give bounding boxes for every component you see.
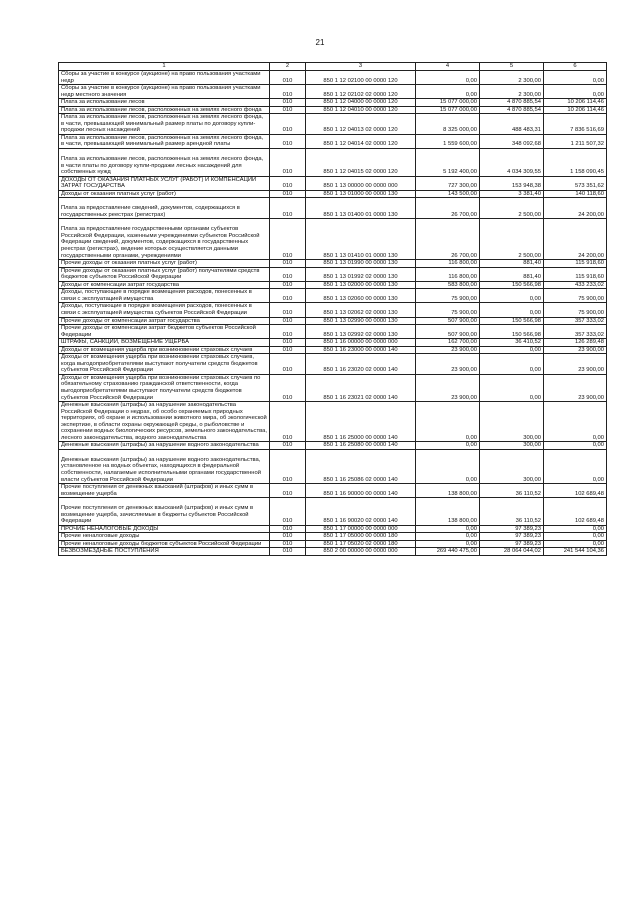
row-executed-amount-cell: 97 389,23 bbox=[480, 525, 544, 533]
row-line-code-cell: 010 bbox=[270, 106, 306, 114]
row-executed-amount-cell: 300,00 bbox=[480, 402, 544, 442]
row-executed-amount-cell: 488 483,31 bbox=[480, 114, 544, 135]
row-line-code-cell: 010 bbox=[270, 548, 306, 556]
table-row bbox=[59, 498, 607, 526]
row-approved-amount-cell: 1 559 600,00 bbox=[416, 134, 480, 148]
table-row bbox=[59, 346, 607, 354]
row-executed-amount-cell: 0,00 bbox=[480, 289, 544, 303]
table-row bbox=[59, 106, 607, 114]
row-executed-amount-cell: 36 110,52 bbox=[480, 498, 544, 526]
column-header: 6 bbox=[544, 63, 607, 71]
row-unexecuted-amount-cell: 24 200,00 bbox=[544, 219, 607, 260]
row-budget-code-cell: 850 1 13 02990 00 0000 130 bbox=[306, 317, 416, 325]
row-approved-amount-cell: 0,00 bbox=[416, 525, 480, 533]
row-name-cell: Доходы от возмещения ущерба при возникновении страховых случаев по обязательному страхованию гражданской ответственности, когда выгодоприобретателями выступают получатели средств бюджетов субъектов Российской Федерации bbox=[59, 374, 270, 401]
table-row bbox=[59, 374, 607, 401]
row-line-code-cell: 010 bbox=[270, 71, 306, 85]
row-unexecuted-amount-cell: 140 118,60 bbox=[544, 190, 607, 198]
table-row bbox=[59, 281, 607, 289]
row-executed-amount-cell: 150 566,98 bbox=[480, 317, 544, 325]
row-line-code-cell: 010 bbox=[270, 525, 306, 533]
row-budget-code-cell: 850 1 16 25080 00 0000 140 bbox=[306, 442, 416, 450]
row-executed-amount-cell: 150 566,98 bbox=[480, 281, 544, 289]
row-budget-code-cell: 850 1 17 00000 00 0000 000 bbox=[306, 525, 416, 533]
row-line-code-cell: 010 bbox=[270, 176, 306, 190]
row-approved-amount-cell: 583 800,00 bbox=[416, 281, 480, 289]
row-name-cell: Прочие неналоговые доходы bbox=[59, 533, 270, 541]
row-approved-amount-cell: 0,00 bbox=[416, 540, 480, 548]
row-approved-amount-cell: 0,00 bbox=[416, 402, 480, 442]
table-row bbox=[59, 85, 607, 99]
row-budget-code-cell: 850 1 13 01990 00 0000 130 bbox=[306, 260, 416, 268]
row-budget-code-cell: 850 1 17 05000 00 0000 180 bbox=[306, 533, 416, 541]
row-budget-code-cell: 850 1 13 01000 00 0000 130 bbox=[306, 190, 416, 198]
row-approved-amount-cell: 269 440 475,00 bbox=[416, 548, 480, 556]
row-unexecuted-amount-cell: 241 544 104,36 bbox=[544, 548, 607, 556]
row-line-code-cell: 010 bbox=[270, 190, 306, 198]
row-budget-code-cell: 850 1 12 04015 02 0000 120 bbox=[306, 149, 416, 177]
row-executed-amount-cell: 97 389,23 bbox=[480, 533, 544, 541]
row-unexecuted-amount-cell: 0,00 bbox=[544, 402, 607, 442]
row-approved-amount-cell: 15 077 000,00 bbox=[416, 106, 480, 114]
row-name-cell: Плата за предоставление государственными органами субъектов Российской Федерации, казенными учреждениями субъектов Российской Федерации сведений, документов, содержащихся в государственных реестрах (регистрах), ведение которых осуществляется данными государственными органами, учреждениями bbox=[59, 219, 270, 260]
row-line-code-cell: 010 bbox=[270, 114, 306, 135]
row-unexecuted-amount-cell: 0,00 bbox=[544, 533, 607, 541]
row-name-cell: Прочие доходы от компенсации затрат государства bbox=[59, 317, 270, 325]
row-executed-amount-cell: 36 110,52 bbox=[480, 484, 544, 498]
table-row bbox=[59, 548, 607, 556]
row-unexecuted-amount-cell: 102 689,48 bbox=[544, 498, 607, 526]
table-row bbox=[59, 540, 607, 548]
row-name-cell: Доходы от возмещения ущерба при возникновении страховых случаев, когда выгодоприобретателями выступают получатели средств бюджетов субъектов Российской Федерации bbox=[59, 354, 270, 375]
row-executed-amount-cell: 97 389,23 bbox=[480, 540, 544, 548]
row-approved-amount-cell: 23 900,00 bbox=[416, 374, 480, 401]
row-approved-amount-cell: 143 500,00 bbox=[416, 190, 480, 198]
table-row bbox=[59, 190, 607, 198]
table-row bbox=[59, 402, 607, 442]
row-unexecuted-amount-cell: 0,00 bbox=[544, 540, 607, 548]
row-name-cell: Плата за использование лесов, расположенных на землях лесного фонда, в части, превышающей минимальный размер платы по договору купли-продажи лесных насаждений bbox=[59, 114, 270, 135]
row-unexecuted-amount-cell: 573 351,62 bbox=[544, 176, 607, 190]
row-unexecuted-amount-cell: 10 206 114,46 bbox=[544, 99, 607, 107]
row-line-code-cell: 010 bbox=[270, 198, 306, 219]
row-executed-amount-cell: 0,00 bbox=[480, 354, 544, 375]
row-name-cell: Плата за использование лесов, расположенных на землях лесного фонда bbox=[59, 106, 270, 114]
row-executed-amount-cell: 348 092,68 bbox=[480, 134, 544, 148]
row-line-code-cell: 010 bbox=[270, 402, 306, 442]
column-header: 3 bbox=[306, 63, 416, 71]
table-row bbox=[59, 134, 607, 148]
row-budget-code-cell: 850 1 13 02000 00 0000 130 bbox=[306, 281, 416, 289]
row-executed-amount-cell: 2 500,00 bbox=[480, 219, 544, 260]
revenue-report-table bbox=[58, 62, 607, 556]
row-line-code-cell: 010 bbox=[270, 267, 306, 281]
row-approved-amount-cell: 26 700,00 bbox=[416, 198, 480, 219]
row-approved-amount-cell: 23 900,00 bbox=[416, 354, 480, 375]
row-budget-code-cell: 850 1 13 02060 00 0000 130 bbox=[306, 289, 416, 303]
row-line-code-cell: 010 bbox=[270, 289, 306, 303]
row-budget-code-cell: 850 1 17 05020 02 0000 180 bbox=[306, 540, 416, 548]
row-line-code-cell: 010 bbox=[270, 540, 306, 548]
row-line-code-cell: 010 bbox=[270, 219, 306, 260]
row-unexecuted-amount-cell: 115 918,60 bbox=[544, 260, 607, 268]
row-executed-amount-cell: 3 381,40 bbox=[480, 190, 544, 198]
row-line-code-cell: 010 bbox=[270, 317, 306, 325]
row-approved-amount-cell: 8 325 000,00 bbox=[416, 114, 480, 135]
row-name-cell: Прочие неналоговые доходы бюджетов субъектов Российской Федерации bbox=[59, 540, 270, 548]
row-name-cell: Плата за использование лесов bbox=[59, 99, 270, 107]
row-approved-amount-cell: 0,00 bbox=[416, 85, 480, 99]
row-line-code-cell: 010 bbox=[270, 484, 306, 498]
column-header: 1 bbox=[59, 63, 270, 71]
table-row bbox=[59, 198, 607, 219]
row-unexecuted-amount-cell: 433 233,02 bbox=[544, 281, 607, 289]
row-executed-amount-cell: 153 948,38 bbox=[480, 176, 544, 190]
row-name-cell: Плата за использование лесов, расположенных на землях лесного фонда, в части платы по договору купли-продажи лесных насаждений для собственных нужд bbox=[59, 149, 270, 177]
row-unexecuted-amount-cell: 0,00 bbox=[544, 525, 607, 533]
row-executed-amount-cell: 881,40 bbox=[480, 267, 544, 281]
page-number: 21 bbox=[315, 38, 325, 47]
row-unexecuted-amount-cell: 1 211 507,32 bbox=[544, 134, 607, 148]
table-row bbox=[59, 339, 607, 347]
row-approved-amount-cell: 0,00 bbox=[416, 533, 480, 541]
row-approved-amount-cell: 0,00 bbox=[416, 442, 480, 450]
row-unexecuted-amount-cell: 0,00 bbox=[544, 449, 607, 483]
row-executed-amount-cell: 2 300,00 bbox=[480, 71, 544, 85]
row-executed-amount-cell: 0,00 bbox=[480, 346, 544, 354]
row-name-cell: БЕЗВОЗМЕЗДНЫЕ ПОСТУПЛЕНИЯ bbox=[59, 548, 270, 556]
row-executed-amount-cell: 36 410,52 bbox=[480, 339, 544, 347]
row-budget-code-cell: 850 1 13 01400 01 0000 130 bbox=[306, 198, 416, 219]
row-budget-code-cell: 850 1 13 02062 02 0000 130 bbox=[306, 303, 416, 317]
row-approved-amount-cell: 116 800,00 bbox=[416, 267, 480, 281]
row-approved-amount-cell: 138 800,00 bbox=[416, 498, 480, 526]
row-name-cell: ДОХОДЫ ОТ ОКАЗАНИЯ ПЛАТНЫХ УСЛУГ (РАБОТ) И КОМПЕНСАЦИИ ЗАТРАТ ГОСУДАРСТВА bbox=[59, 176, 270, 190]
row-budget-code-cell: 850 1 13 01992 02 0000 130 bbox=[306, 267, 416, 281]
row-unexecuted-amount-cell: 1 158 090,45 bbox=[544, 149, 607, 177]
row-line-code-cell: 010 bbox=[270, 533, 306, 541]
row-name-cell: Плата за предоставление сведений, документов, содержащихся в государственных реестрах (регистрах) bbox=[59, 198, 270, 219]
row-unexecuted-amount-cell: 7 836 516,69 bbox=[544, 114, 607, 135]
row-budget-code-cell: 850 1 16 00000 00 0000 000 bbox=[306, 339, 416, 347]
table-row bbox=[59, 484, 607, 498]
row-name-cell: Плата за использование лесов, расположенных на землях лесного фонда, в части, превышающей минимальный размер арендной платы bbox=[59, 134, 270, 148]
row-executed-amount-cell: 0,00 bbox=[480, 374, 544, 401]
row-name-cell: ПРОЧИЕ НЕНАЛОГОВЫЕ ДОХОДЫ bbox=[59, 525, 270, 533]
row-executed-amount-cell: 0,00 bbox=[480, 303, 544, 317]
row-unexecuted-amount-cell: 23 900,00 bbox=[544, 374, 607, 401]
row-unexecuted-amount-cell: 0,00 bbox=[544, 71, 607, 85]
row-line-code-cell: 010 bbox=[270, 498, 306, 526]
column-header: 5 bbox=[480, 63, 544, 71]
row-line-code-cell: 010 bbox=[270, 134, 306, 148]
row-executed-amount-cell: 28 064 044,02 bbox=[480, 548, 544, 556]
table-row bbox=[59, 449, 607, 483]
row-executed-amount-cell: 4 034 309,55 bbox=[480, 149, 544, 177]
row-line-code-cell: 010 bbox=[270, 374, 306, 401]
row-approved-amount-cell: 5 192 400,00 bbox=[416, 149, 480, 177]
row-approved-amount-cell: 162 700,00 bbox=[416, 339, 480, 347]
row-approved-amount-cell: 507 900,00 bbox=[416, 325, 480, 339]
row-approved-amount-cell: 727 300,00 bbox=[416, 176, 480, 190]
table-row bbox=[59, 99, 607, 107]
table-row bbox=[59, 176, 607, 190]
row-executed-amount-cell: 881,40 bbox=[480, 260, 544, 268]
row-budget-code-cell: 850 1 12 04014 02 0000 120 bbox=[306, 134, 416, 148]
row-approved-amount-cell: 0,00 bbox=[416, 71, 480, 85]
row-budget-code-cell: 850 1 12 04010 00 0000 120 bbox=[306, 106, 416, 114]
row-approved-amount-cell: 75 900,00 bbox=[416, 303, 480, 317]
row-unexecuted-amount-cell: 23 900,00 bbox=[544, 346, 607, 354]
row-unexecuted-amount-cell: 75 900,00 bbox=[544, 289, 607, 303]
row-executed-amount-cell: 2 300,00 bbox=[480, 85, 544, 99]
row-line-code-cell: 010 bbox=[270, 303, 306, 317]
column-header: 4 bbox=[416, 63, 480, 71]
table-row bbox=[59, 317, 607, 325]
row-line-code-cell: 010 bbox=[270, 85, 306, 99]
row-approved-amount-cell: 507 900,00 bbox=[416, 317, 480, 325]
row-budget-code-cell: 850 1 13 01410 01 0000 130 bbox=[306, 219, 416, 260]
row-budget-code-cell: 850 1 16 25086 02 0000 140 bbox=[306, 449, 416, 483]
row-name-cell: Прочие доходы от оказания платных услуг (работ) получателями средств бюджетов субъектов Российской Федерации bbox=[59, 267, 270, 281]
row-unexecuted-amount-cell: 115 918,60 bbox=[544, 267, 607, 281]
table-row bbox=[59, 354, 607, 375]
row-budget-code-cell: 850 1 16 90020 02 0000 140 bbox=[306, 498, 416, 526]
row-budget-code-cell: 850 1 12 02100 00 0000 120 bbox=[306, 71, 416, 85]
row-name-cell: Денежные взыскания (штрафы) за нарушение водного законодательства, установленное на водных объектах, находящихся в федеральной собственности, налагаемые исполнительными органами государственной власти субъектов Российской Федерации bbox=[59, 449, 270, 483]
row-line-code-cell: 010 bbox=[270, 442, 306, 450]
row-executed-amount-cell: 2 500,00 bbox=[480, 198, 544, 219]
row-executed-amount-cell: 4 870 885,54 bbox=[480, 99, 544, 107]
table-row bbox=[59, 260, 607, 268]
row-line-code-cell: 010 bbox=[270, 281, 306, 289]
row-line-code-cell: 010 bbox=[270, 260, 306, 268]
row-name-cell: Прочие доходы от компенсации затрат бюджетов субъектов Российской Федерации bbox=[59, 325, 270, 339]
row-line-code-cell: 010 bbox=[270, 449, 306, 483]
row-line-code-cell: 010 bbox=[270, 149, 306, 177]
row-name-cell: Доходы, поступающие в порядке возмещения расходов, понесенных в связи с эксплуатацией имущества bbox=[59, 289, 270, 303]
row-line-code-cell: 010 bbox=[270, 346, 306, 354]
row-executed-amount-cell: 300,00 bbox=[480, 442, 544, 450]
column-header: 2 bbox=[270, 63, 306, 71]
row-approved-amount-cell: 26 700,00 bbox=[416, 219, 480, 260]
row-name-cell: Денежные взыскания (штрафы) за нарушение водного законодательства bbox=[59, 442, 270, 450]
row-approved-amount-cell: 15 077 000,00 bbox=[416, 99, 480, 107]
row-approved-amount-cell: 75 900,00 bbox=[416, 289, 480, 303]
row-name-cell: Доходы от компенсации затрат государства bbox=[59, 281, 270, 289]
row-unexecuted-amount-cell: 0,00 bbox=[544, 85, 607, 99]
row-unexecuted-amount-cell: 23 900,00 bbox=[544, 354, 607, 375]
row-executed-amount-cell: 150 566,98 bbox=[480, 325, 544, 339]
row-name-cell: Доходы от возмещения ущерба при возникновении страховых случаев bbox=[59, 346, 270, 354]
row-name-cell: Прочие доходы от оказания платных услуг (работ) bbox=[59, 260, 270, 268]
row-budget-code-cell: 850 1 16 90000 00 0000 140 bbox=[306, 484, 416, 498]
row-budget-code-cell: 850 1 13 02992 02 0000 130 bbox=[306, 325, 416, 339]
row-name-cell: Денежные взыскания (штрафы) за нарушение законодательства Российской Федерации о недрах, об особо охраняемых природных территориях, об охране и использовании животного мира, об экологической экспертизе, в области охраны окружающей среды, о рыболовстве и сохранении водных биологических ресурсов, земельного законодательства, лесного законодательства, водного законодательства bbox=[59, 402, 270, 442]
row-name-cell: Сборы за участие в конкурсе (аукционе) на право пользования участками недр местного значения bbox=[59, 85, 270, 99]
row-approved-amount-cell: 0,00 bbox=[416, 449, 480, 483]
row-budget-code-cell: 850 1 12 04013 02 0000 120 bbox=[306, 114, 416, 135]
row-executed-amount-cell: 300,00 bbox=[480, 449, 544, 483]
row-unexecuted-amount-cell: 0,00 bbox=[544, 442, 607, 450]
row-budget-code-cell: 850 1 16 25000 00 0000 140 bbox=[306, 402, 416, 442]
table-row bbox=[59, 149, 607, 177]
column-number-header-row bbox=[59, 63, 607, 71]
row-name-cell: Прочие поступления от денежных взысканий (штрафов) и иных сумм в возмещение ущерба bbox=[59, 484, 270, 498]
row-line-code-cell: 010 bbox=[270, 325, 306, 339]
report-body bbox=[59, 71, 607, 556]
row-budget-code-cell: 850 2 00 00000 00 0000 000 bbox=[306, 548, 416, 556]
row-budget-code-cell: 850 1 12 02102 02 0000 120 bbox=[306, 85, 416, 99]
row-unexecuted-amount-cell: 357 333,02 bbox=[544, 325, 607, 339]
row-name-cell: Сборы за участие в конкурсе (аукционе) на право пользования участками недр bbox=[59, 71, 270, 85]
row-budget-code-cell: 850 1 16 23020 02 0000 140 bbox=[306, 354, 416, 375]
row-unexecuted-amount-cell: 75 900,00 bbox=[544, 303, 607, 317]
row-line-code-cell: 010 bbox=[270, 354, 306, 375]
row-name-cell: Прочие поступления от денежных взысканий (штрафов) и иных сумм в возмещение ущерба, зачисляемые в бюджеты субъектов Российской Федерации bbox=[59, 498, 270, 526]
row-unexecuted-amount-cell: 10 206 114,46 bbox=[544, 106, 607, 114]
row-name-cell: ШТРАФЫ, САНКЦИИ, ВОЗМЕЩЕНИЕ УЩЕРБА bbox=[59, 339, 270, 347]
row-name-cell: Доходы, поступающие в порядке возмещения расходов, понесенных в связи с эксплуатацией имущества субъектов Российской Федерации bbox=[59, 303, 270, 317]
table-row bbox=[59, 219, 607, 260]
table-row bbox=[59, 114, 607, 135]
row-budget-code-cell: 850 1 16 23021 02 0000 140 bbox=[306, 374, 416, 401]
table-row bbox=[59, 325, 607, 339]
row-approved-amount-cell: 116 800,00 bbox=[416, 260, 480, 268]
row-unexecuted-amount-cell: 126 289,48 bbox=[544, 339, 607, 347]
row-unexecuted-amount-cell: 357 333,02 bbox=[544, 317, 607, 325]
table-row bbox=[59, 267, 607, 281]
table-row bbox=[59, 525, 607, 533]
row-budget-code-cell: 850 1 16 23000 00 0000 140 bbox=[306, 346, 416, 354]
table-row bbox=[59, 71, 607, 85]
table-row bbox=[59, 533, 607, 541]
row-unexecuted-amount-cell: 24 200,00 bbox=[544, 198, 607, 219]
row-line-code-cell: 010 bbox=[270, 339, 306, 347]
row-budget-code-cell: 850 1 13 00000 00 0000 000 bbox=[306, 176, 416, 190]
row-name-cell: Доходы от оказания платных услуг (работ) bbox=[59, 190, 270, 198]
row-approved-amount-cell: 138 800,00 bbox=[416, 484, 480, 498]
table-row bbox=[59, 442, 607, 450]
table-row bbox=[59, 289, 607, 303]
row-executed-amount-cell: 4 870 885,54 bbox=[480, 106, 544, 114]
row-line-code-cell: 010 bbox=[270, 99, 306, 107]
table-row bbox=[59, 303, 607, 317]
row-budget-code-cell: 850 1 12 04000 00 0000 120 bbox=[306, 99, 416, 107]
row-approved-amount-cell: 23 900,00 bbox=[416, 346, 480, 354]
row-unexecuted-amount-cell: 102 689,48 bbox=[544, 484, 607, 498]
